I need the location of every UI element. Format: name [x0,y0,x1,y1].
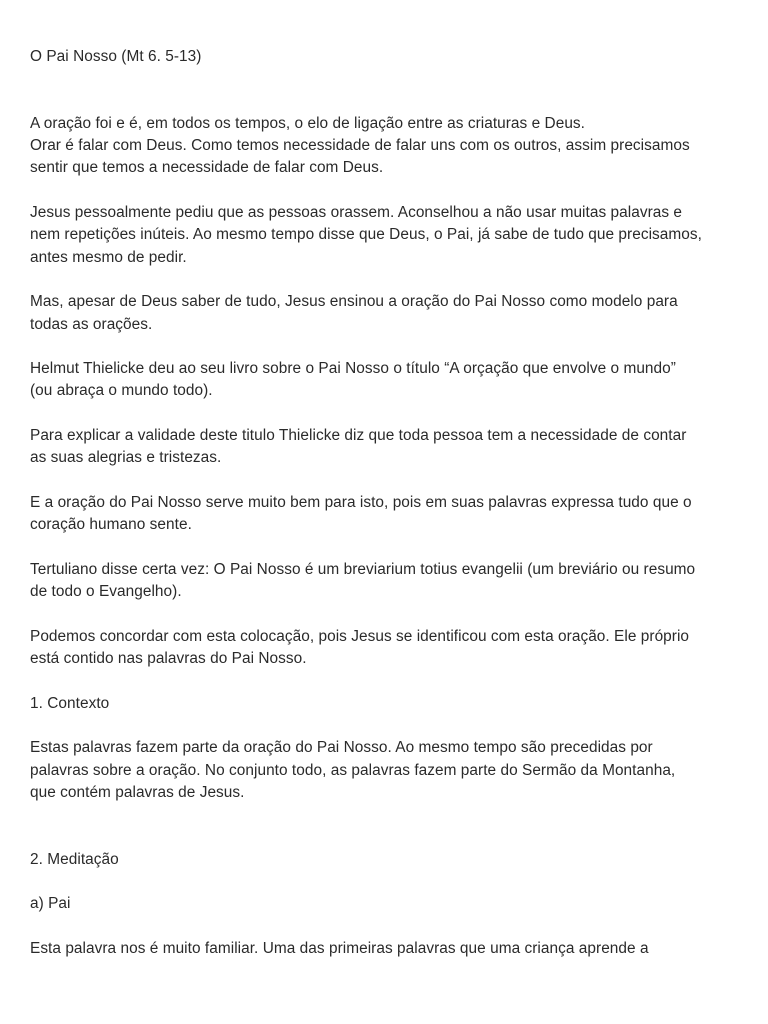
paragraph: A oração foi e é, em todos os tempos, o elo de ligação entre as criaturas e Deus. Orar é falar com Deus. Como temos necessidade de falar uns com os outros, assim precisamos sentir que temos a necessidade de falar com Deus. [30,114,690,177]
section-heading-meditacao: 2. Meditação [30,850,119,868]
section-text-contexto: Estas palavras fazem parte da oração do Pai Nosso. Ao mesmo tempo são precedidas por palavras sobre a oração. No conjunto todo, as palavras fazem parte do Sermão da Montanha, que contém palavras de Jesus. [30,739,676,801]
subsection-heading-pai: a) Pai [30,895,71,913]
section-heading-contexto: 1. Contexto [30,694,110,712]
paragraph: E a oração do Pai Nosso serve muito bem para isto, pois em suas palavras expressa tudo que o coração humano sente. [30,493,692,534]
document-title: O Pai Nosso (Mt 6. 5-13) [30,48,202,65]
paragraph: Mas, apesar de Deus saber de tudo, Jesus ensinou a oração do Pai Nosso como modelo para todas as orações. [30,293,678,333]
subsection-text-pai: Esta palavra nos é muito familiar. Uma das primeiras palavras que uma criança aprende a [30,939,649,957]
paragraph: Jesus pessoalmente pediu que as pessoas orassem. Aconselhou a não usar muitas palavras e nem repetições inúteis. Ao mesmo tempo disse que Deus, o Pai, já sabe de tudo que precisamos, antes mesmo de pedir. [30,204,702,266]
paragraph: Podemos concordar com esta colocação, pois Jesus se identificou com esta oração. Ele próprio está contido nas palavras do Pai Nosso. [30,627,690,668]
document-body [30,46,742,960]
paragraph: Helmut Thielicke deu ao seu livro sobre o Pai Nosso o título “A orçação que envolve o mundo” (ou abraça o mundo todo). [30,360,676,400]
paragraph: Tertuliano disse certa vez: O Pai Nosso é um breviarium totius evangelii (um breviário ou resumo de todo o Evangelho). [30,560,696,601]
paragraph: Para explicar a validade deste titulo Thielicke diz que toda pessoa tem a necessidade de contar as suas alegrias e tristezas. [30,427,687,467]
